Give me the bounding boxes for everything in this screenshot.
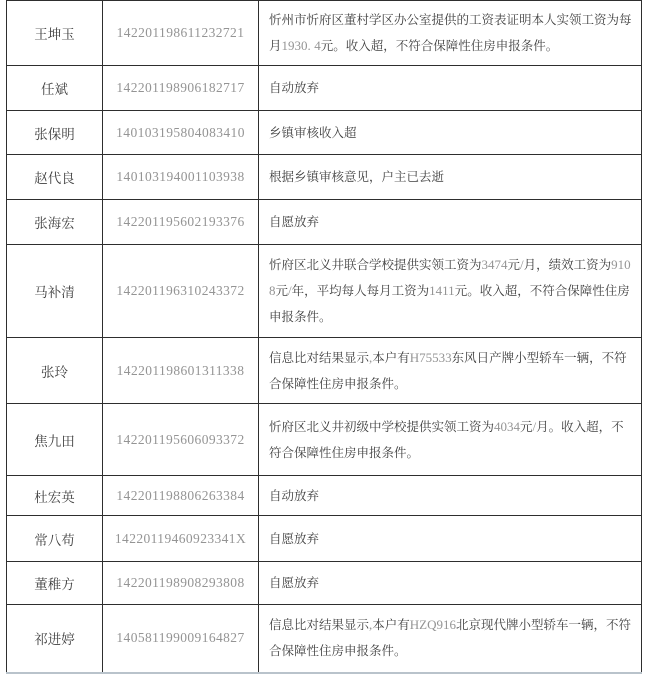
applicant-name: 杜宏英 [7,476,103,516]
id-number: 14220119460923341X [103,516,259,562]
table-row [7,66,642,111]
id-number: 140103194001103938 [103,155,259,200]
table-row [7,476,642,516]
table-row [7,200,642,245]
review-remark: 自愿放弃 [259,562,642,605]
applicant-name: 祁进婷 [7,605,103,673]
id-number: 142201198908293808 [103,562,259,605]
review-remark: 根据乡镇审核意见，户主已去逝 [259,155,642,200]
review-remark: 自动放弃 [259,66,642,111]
applicants-review-table [6,0,642,674]
review-remark: 信息比对结果显示,本户有HZQ916北京现代牌小型轿车一辆，不符合保障性住房申报条件。 [259,605,642,673]
review-remark: 自愿放弃 [259,516,642,562]
review-remark: 信息比对结果显示,本户有H75533东风日产牌小型轿车一辆，不符合保障性住房申报条件。 [259,338,642,404]
review-remark: 忻州市忻府区董村学区办公室提供的工资表证明本人实领工资为每月1930. 4元。收入超，不符合保障性住房申报条件。 [259,1,642,66]
table-row [7,245,642,338]
id-number: 142201198806263384 [103,476,259,516]
applicant-name: 张玲 [7,338,103,404]
applicant-name: 马补清 [7,245,103,338]
applicant-name: 任斌 [7,66,103,111]
applicant-name: 张保明 [7,111,103,155]
applicant-name: 常八苟 [7,516,103,562]
id-number: 142201195606093372 [103,404,259,476]
applicant-name: 王坤玉 [7,1,103,66]
id-number: 142201198601311338 [103,338,259,404]
table-row [7,404,642,476]
review-remark: 忻府区北义井初级中学校提供实领工资为4034元/月。收入超，不符合保障性住房申报条件。 [259,404,642,476]
review-remark: 乡镇审核收入超 [259,111,642,155]
applicant-name: 董稚方 [7,562,103,605]
id-number: 140103195804083410 [103,111,259,155]
applicant-name: 赵代良 [7,155,103,200]
id-number: 142201198906182717 [103,66,259,111]
id-number: 140581199009164827 [103,605,259,673]
table-row [7,338,642,404]
id-number: 142201195602193376 [103,200,259,245]
review-remark: 自愿放弃 [259,200,642,245]
table-body [7,1,642,673]
table-row [7,516,642,562]
review-remark: 忻府区北义井联合学校提供实领工资为3474元/月，绩效工资为9108元/年，平均每人每月工资为1411元。收入超，不符合保障性住房申报条件。 [259,245,642,338]
id-number: 142201198611232721 [103,1,259,66]
table-row [7,562,642,605]
table-row [7,111,642,155]
table-row [7,605,642,673]
id-number: 142201196310243372 [103,245,259,338]
table-row [7,155,642,200]
applicant-name: 焦九田 [7,404,103,476]
table-row [7,1,642,66]
review-remark: 自动放弃 [259,476,642,516]
applicant-name: 张海宏 [7,200,103,245]
